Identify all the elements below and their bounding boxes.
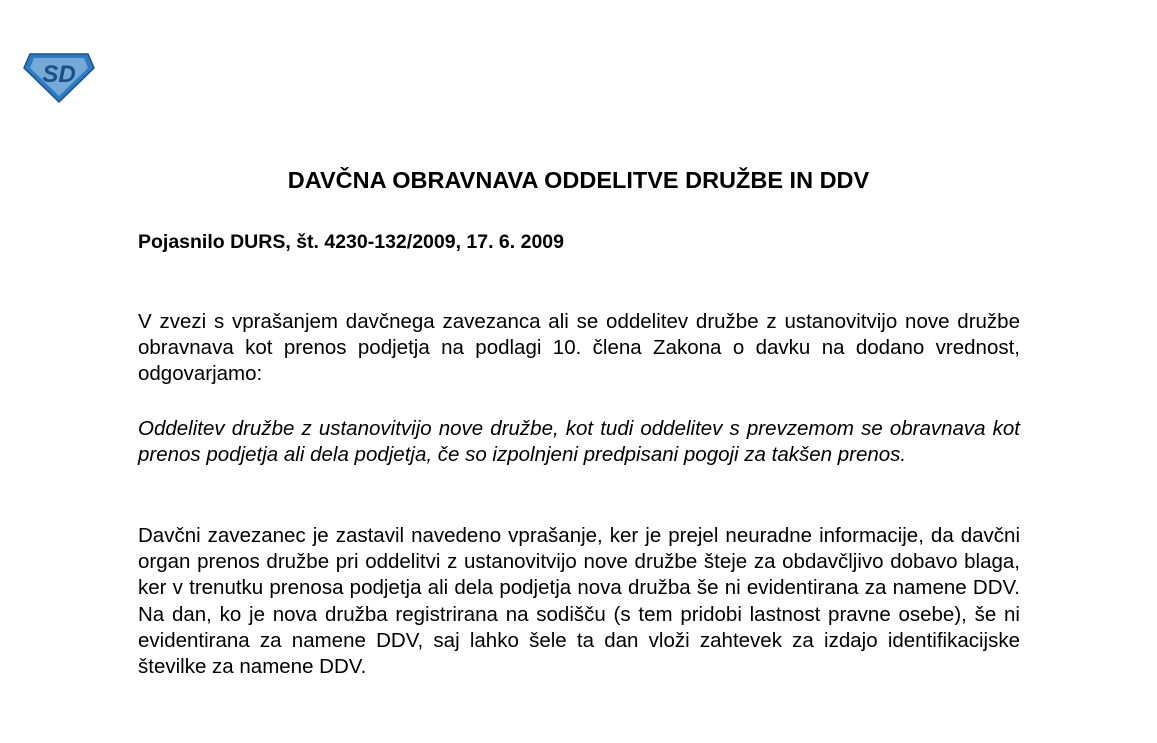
- company-logo: [22, 50, 96, 104]
- paragraph-intro: V zvezi s vprašanjem davčnega zavezanca ali se oddelitev družbe z ustanovitvijo nove družbe obravnava kot prenos podjetja na podlagi 10. člena Zakona o davku na dodano vrednost, odgovarjamo:: [138, 310, 1020, 386]
- svg-text:SD: SD: [42, 61, 76, 88]
- paragraph-explanation: Davčni zavezanec je zastavil navedeno vprašanje, ker je prejel neuradne informacije, da davčni organ prenos družbe pri oddelitvi z ustanovitvijo nove družbe šteje za obdavčljivo dobavo blaga, ker v trenutku prenosa podjetja ali dela podjetja nova družba še ni evidentirana za namene DDV. Na dan, ko je nova družba registrirana na sodišču (s tem pridobi lastnost pravne osebe), še ni evidentirana za namene DDV, saj lahko šele ta dan vloži zahtevek za izdajo identifikacijske številke za namene DDV.: [138, 524, 1020, 679]
- paragraph-answer: Oddelitev družbe z ustanovitvijo nove družbe, kot tudi oddelitev s prevzemom se obravnava kot prenos podjetja ali dela podjetja, če so izpolnjeni predpisani pogoji za takšen prenos.: [138, 417, 1020, 467]
- document-title: DAVČNA OBRAVNAVA ODDELITVE DRUŽBE IN DDV: [287, 167, 870, 193]
- document-reference: Pojasnilo DURS, št. 4230-132/2009, 17. 6. 2009: [138, 231, 564, 253]
- sd-diamond-logo-icon: [22, 50, 96, 104]
